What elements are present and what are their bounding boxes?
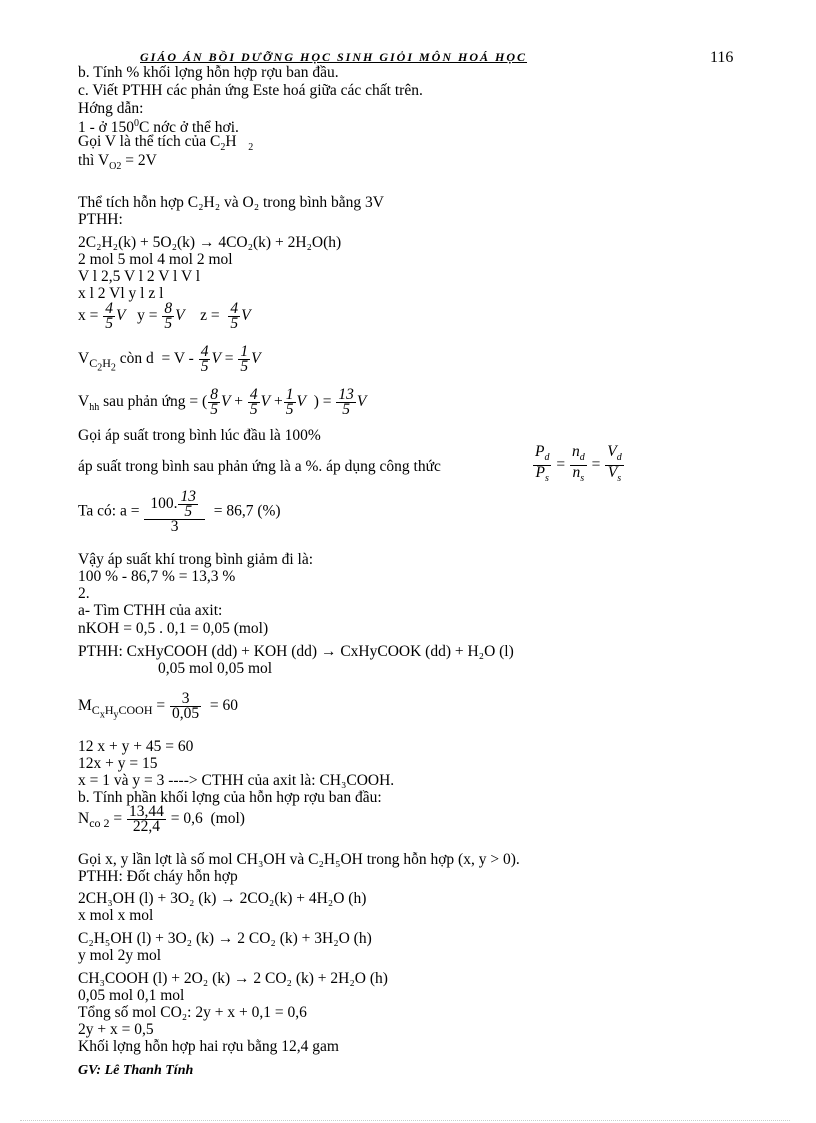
text-line: y mol 2y mol: [78, 947, 162, 964]
text-line: 2 mol 5 mol 4 mol 2 mol: [78, 251, 233, 268]
text-line: Gọi áp suất trong bình lúc đầu là 100%: [78, 427, 321, 444]
page-header: GIÁO ÁN BỒI DƯỠNG HỌC SINH GIỎI MÔN HOÁ HỌC: [140, 50, 528, 64]
text-line: x l 2 Vl y l z l: [78, 285, 164, 302]
text-line: 12 x + y + 45 = 60: [78, 738, 194, 755]
text-line: x = 1 và y = 3 ----> CTHH của axit là: CH₃COOH.: [78, 772, 395, 789]
equation-line: 2CH₃OH (l) + 3O₂ (k) → 2CO₂(k) + 4H₂O (h): [78, 890, 367, 907]
text-line: Khối lợng hỗn hợp hai rợu bằng 12,4 gam: [78, 1038, 339, 1055]
text-line: PTHH:: [78, 211, 123, 228]
text-line: PTHH: Đốt cháy hỗn hợp: [78, 868, 238, 885]
formula: $\frac{P_d}{P_s}$ = $\frac{n_d}{n_s}$ = $\frac{V_d}{V_s}$: [535, 443, 622, 485]
text-line: Gọi x, y lần lợt là số mol CH₃OH và C₂H₅OH trong hỗn hợp (x, y > 0).: [78, 851, 520, 868]
text-line: x mol x mol: [78, 907, 154, 924]
text-line: 100 % - 86,7 % = 13,3 %: [78, 568, 236, 585]
text-line: b. Tính % khối lợng hỗn hợp rợu ban đầu.: [78, 64, 339, 81]
equation-line: $V_{hh}$ sau phản ứng = ( $\frac{8}{5}$ V + $\frac{4}{5}$ V + $\frac{1}{5}$ V ) = $\frac{13}{5}$ V: [78, 386, 367, 418]
equation-line: $V_{C_2H_2}$ còn d = V - $\frac{4}{5}$ V = $\frac{1}{5}$ V: [78, 343, 261, 375]
equation-line: CH₃COOH (l) + 2O₂ (k) → 2 CO₂ (k) + 2H₂O (h): [78, 970, 388, 987]
text-line: Gọi V là thể tích của $C_2H$ $_2$: [78, 133, 254, 154]
page-footer: GV: Lê Thanh Tính: [78, 1063, 194, 1078]
equation-line: Ta có: a = 100. $\frac{13}{5}$ 3 = 86,7 (%): [78, 488, 281, 535]
text-line: 0,05 mol 0,05 mol: [158, 660, 273, 677]
text-line: c. Viết PTHH các phản ứng Este hoá giữa các chất trên.: [78, 82, 423, 99]
text-line: 0,05 mol 0,1 mol: [78, 987, 185, 1004]
text-line: 2y + x = 0,5: [78, 1021, 154, 1038]
equation-line: C₂H₅OH (l) + 3O₂ (k) → 2 CO₂ (k) + 3H₂O (h): [78, 930, 372, 947]
text-line: b. Tính phần khối lợng của hỗn hợp rợu ban đầu:: [78, 789, 382, 806]
equation-line: $N_{co 2}$ = $\frac{13,44}{22,4}$ = 0,6 (mol): [78, 803, 245, 835]
page-edge-divider: [20, 1120, 790, 1121]
text-line: thì $V_{O2} = 2V$: [78, 152, 157, 173]
equation-line: 2C₂H₂(k) + 5O₂(k) → 4CO₂(k) + 2H₂O(h): [78, 234, 342, 251]
text-line: Thể tích hỗn hợp C₂H₂ và O₂ trong bình bằng 3V: [78, 194, 384, 211]
page-number: 116: [710, 49, 734, 66]
text-line: Hớng dẫn:: [78, 100, 144, 117]
text-line: 1 - ở $150^0C$ nớc ở thể hơi.: [78, 118, 239, 137]
text-line: Tổng số mol CO₂: 2y + x + 0,1 = 0,6: [78, 1004, 307, 1021]
text-line: V l 2,5 V l 2 V l V l: [78, 268, 201, 285]
equation-line: x = $\frac{4}{5}$ V y = $\frac{8}{5}$ V z = $\frac{4}{5}$ V: [78, 300, 251, 332]
equation-line: PTHH: CxHyCOOH (dd) + KOH (dd) → CxHyCOOK (dd) + H₂O (l): [78, 643, 514, 660]
text-line: 2.: [78, 585, 90, 602]
equation-line: $M_{C_xH_yCOOH}$ = $\frac{3}{0,05}$ = 60: [78, 690, 238, 722]
text-line: a- Tìm CTHH của axit:: [78, 602, 223, 619]
text-line: 12x + y = 15: [78, 755, 158, 772]
text-line: Vậy áp suất khí trong bình giảm đi là:: [78, 551, 314, 568]
text-line: áp suất trong bình sau phản ứng là a %. áp dụng công thức: [78, 458, 441, 475]
text-line: nKOH = 0,5 . 0,1 = 0,05 (mol): [78, 620, 269, 637]
